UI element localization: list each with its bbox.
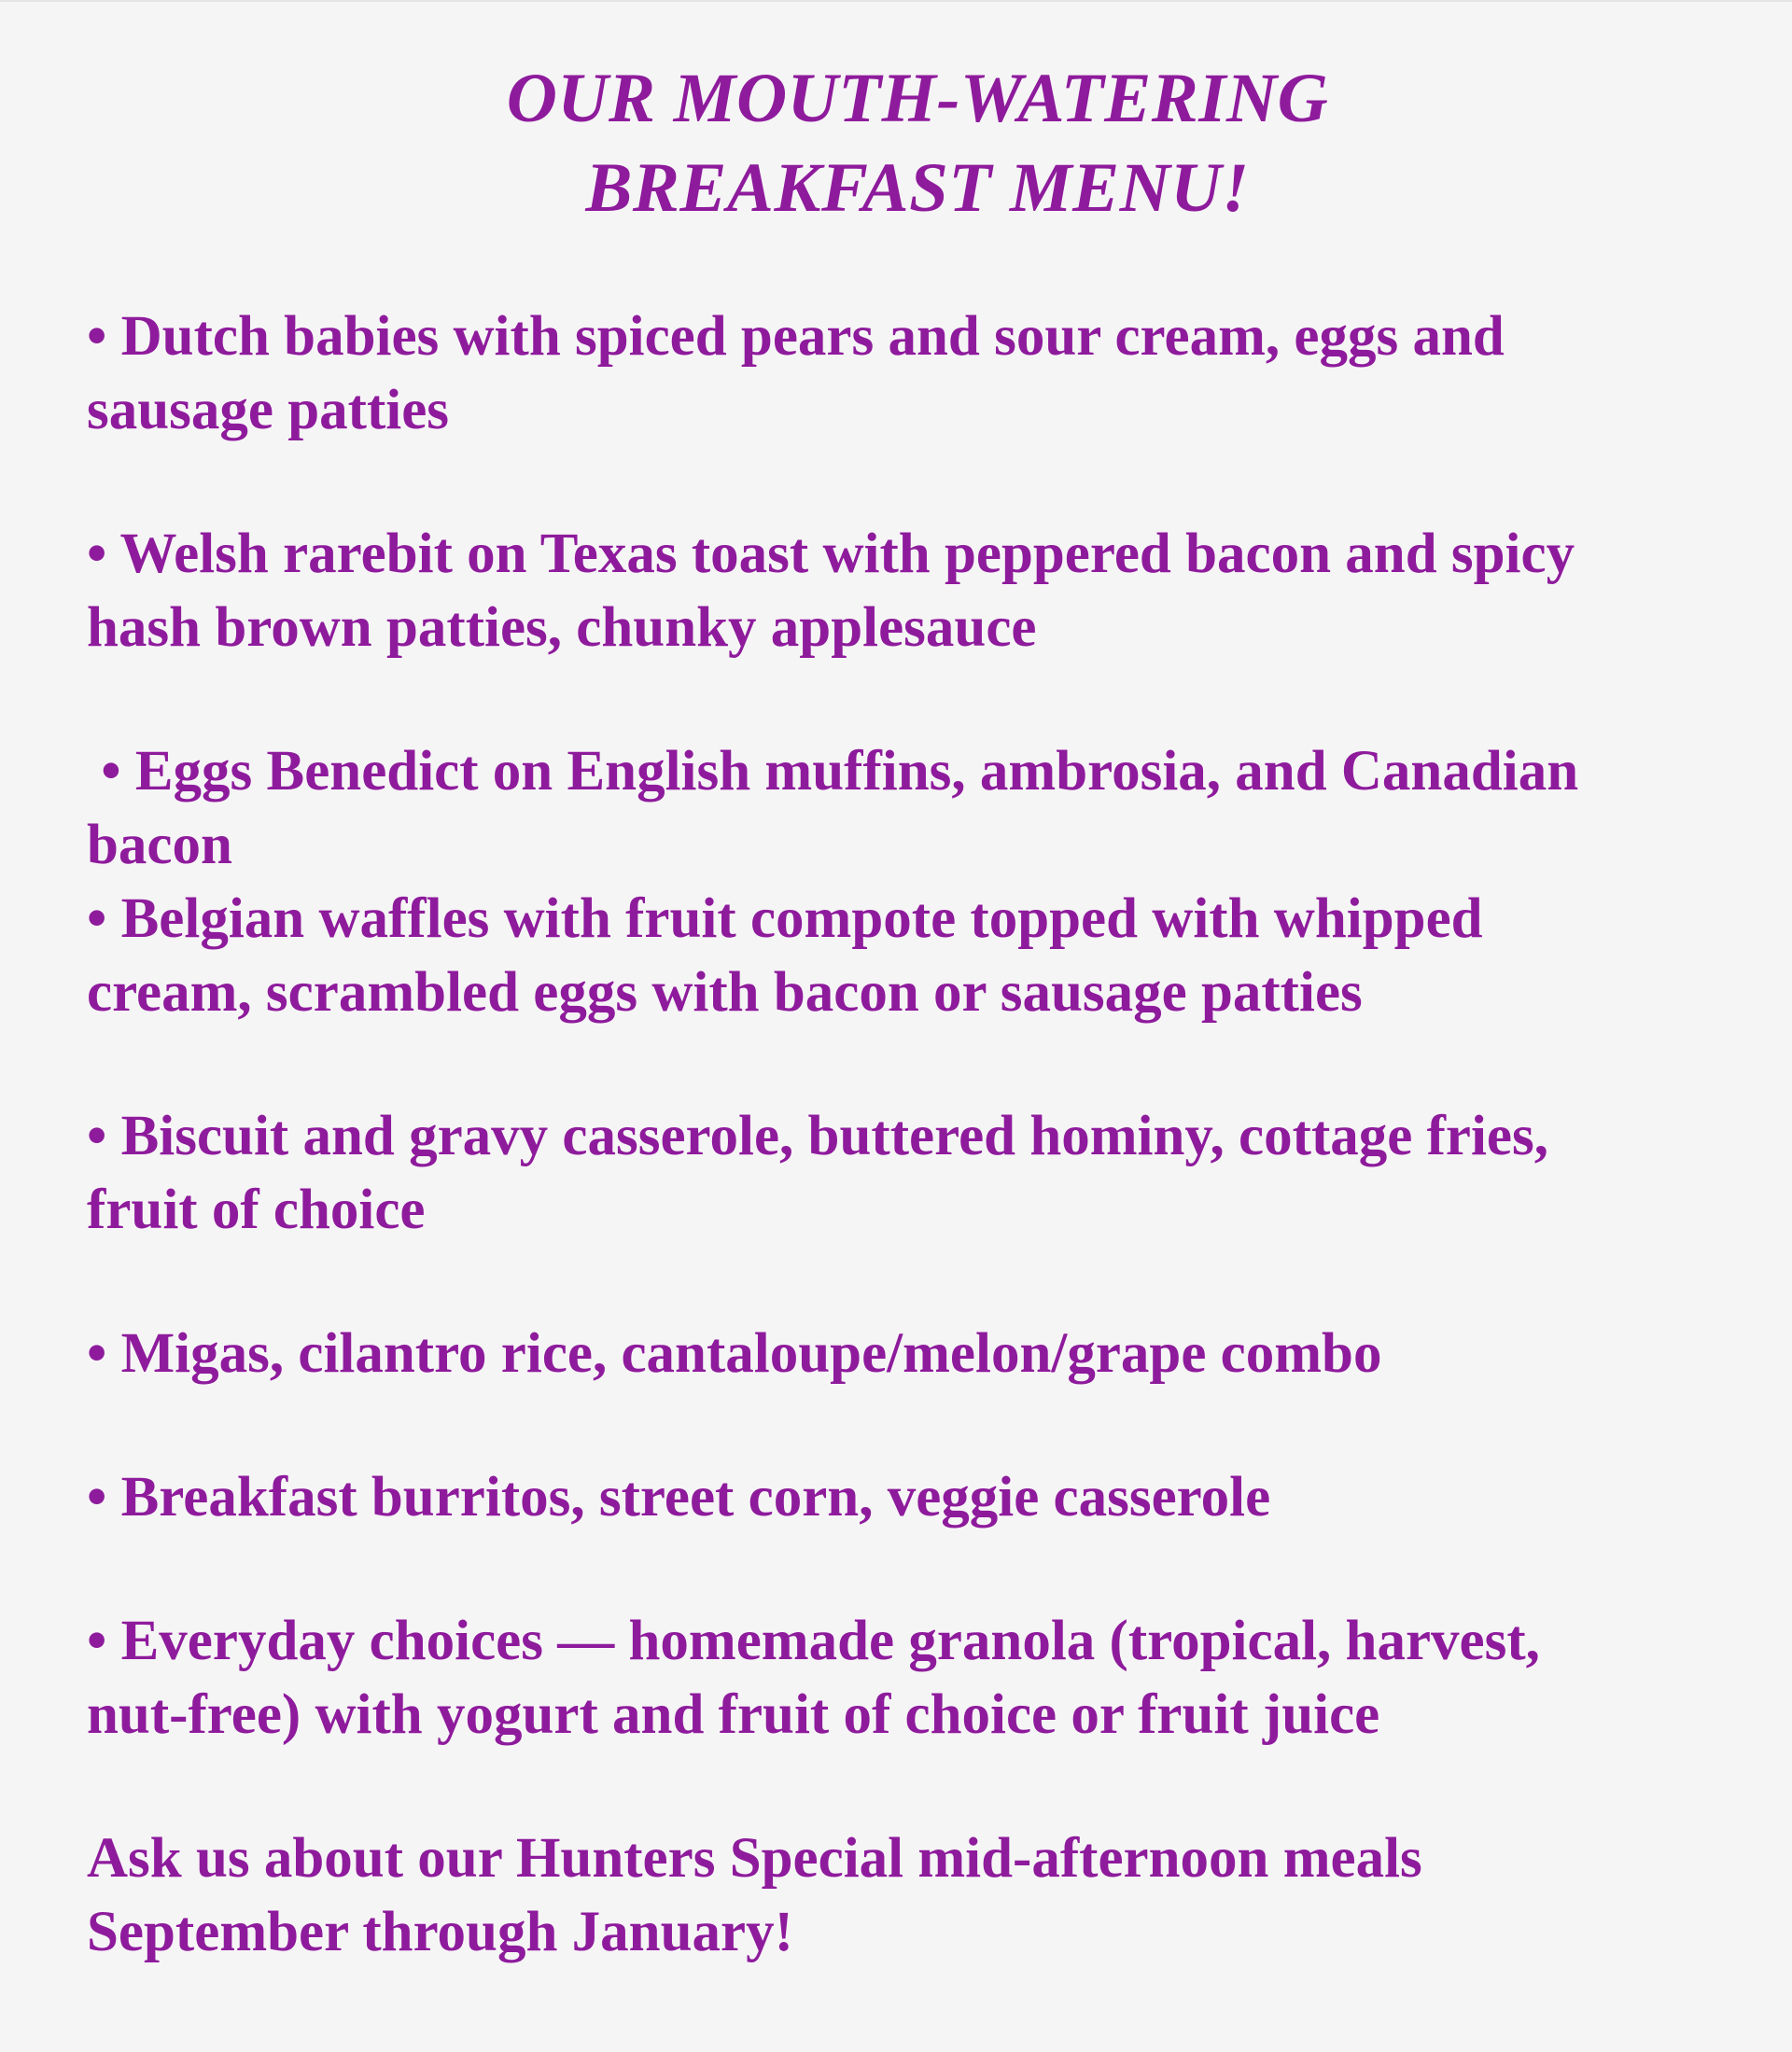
menu-title xyxy=(87,54,1748,233)
menu-item-breakfast-burritos: • Breakfast burritos, street corn, veggie casserole xyxy=(87,1466,1271,1529)
menu-item-biscuit-gravy: • Biscuit and gravy casserole, buttered hominy, cottage fries, fruit of choice xyxy=(87,1105,1548,1241)
menu-title-line-2: BREAKFAST MENU! xyxy=(585,149,1250,227)
top-border xyxy=(0,0,1792,2)
menu-item-eggs-benedict: • Eggs Benedict on English muffins, ambrosia, and Canadian bacon xyxy=(87,740,1579,876)
menu-item-list xyxy=(87,300,1767,1752)
menu-page xyxy=(87,54,1767,2026)
menu-item-everyday-choices: • Everyday choices — homemade granola (tropical, harvest, nut-free) with yogurt and fruit of choice or fruit juice xyxy=(87,1610,1540,1746)
menu-item-belgian-waffles: • Belgian waffles with fruit compote topped with whipped cream, scrambled eggs with bacon or sausage patties xyxy=(87,887,1483,1024)
menu-title-line-1: OUR MOUTH-WATERING xyxy=(506,60,1329,137)
menu-item-migas: • Migas, cilantro rice, cantaloupe/melon/grape combo xyxy=(87,1322,1382,1385)
menu-item-dutch-babies: • Dutch babies with spiced pears and sour cream, eggs and sausage patties xyxy=(87,305,1505,441)
hunters-special-note: Ask us about our Hunters Special mid-afternoon meals September through January! xyxy=(87,1827,1422,1963)
menu-item-welsh-rarebit: • Welsh rarebit on Texas toast with peppered bacon and spicy hash brown patties, chunky applesauce xyxy=(87,523,1575,659)
